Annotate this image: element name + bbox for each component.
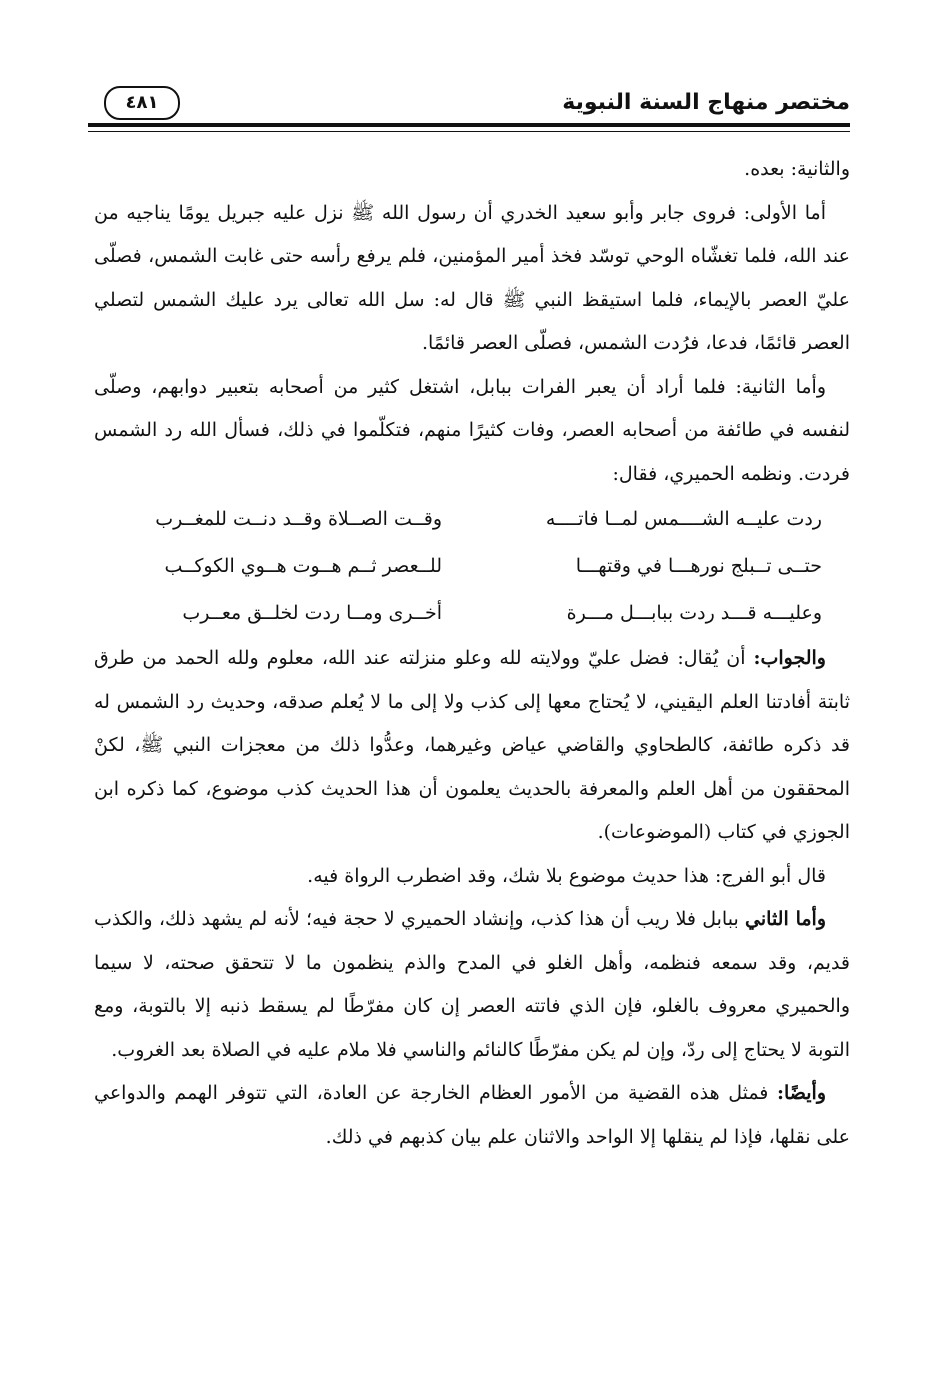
header-rule-thin — [88, 131, 850, 132]
paragraph-text: قال أبو الفرج: هذا حديث موضوع بلا شك، وقد اضطرب الرواة فيه. — [307, 864, 826, 887]
poem — [94, 496, 850, 637]
paragraph-text: والثانية: بعده. — [744, 158, 850, 180]
verse-second-hemistich: أخــرى ومــا ردت لخلــق معــرب — [182, 602, 442, 624]
paragraph-lead: وأما الثاني — [745, 908, 827, 930]
page-number-badge: ٤٨١ — [104, 86, 180, 120]
verse-second-hemistich: وقــت الصــلاة وقــد دنــت للمغــرب — [155, 508, 442, 530]
verse-second-hemistich: للــعصر ثــم هــوت هــوي الكوكــب — [164, 555, 442, 577]
paragraph — [94, 192, 850, 366]
paragraph-text: أما الأولى: فروى جابر وأبو سعيد الخدري أن رسول الله ﷺ نزل عليه جبريل يومًا يناجيه من عند الله، فلما تغشّاه الوحي توسّد فخذ أمير المؤمنين، فلم يرفع رأسه حتى غابت الشمس، فصلّى عليّ العصر بالإيماء، فلما استيقظ النبي ﷺ قال له: سل الله تعالى يرد عليك الشمس لتصلي العصر قائمًا، فدعا، فرُدت الشمس، فصلّى العصر قائمًا. — [94, 201, 850, 354]
body-text — [94, 148, 850, 1159]
paragraph-text: فمثل هذه القضية من الأمور العظام الخارجة عن العادة، التي تتوفر الهمم والدواعي على نقلها، فإذا لم ينقلها إلا الواحد والاثنان علم بيان كذبهم في ذلك. — [94, 1082, 850, 1148]
verse-first-hemistich: ردت عليــه الشــــمس لمــا فاتــــه — [545, 508, 822, 530]
verse-first-hemistich: حتــى تــبلج نورهـــا في وقتهـــا — [575, 555, 822, 577]
poem-verse — [94, 590, 850, 637]
paragraph-lead: والجواب: — [753, 647, 826, 669]
paragraph-text: أن يُقال: فضل عليّ وولايته لله وعلو منزلته عند الله، معلوم ولله الحمد من طرق ثابتة أفادتنا العلم اليقيني، لا يُحتاج معها إلى كذب ولا إلى ما لا يُعلم صدقه، وحديث رد الشمس له قد ذكره طائفة، كالطحاوي والقاضي عياض وغيرهما، وعدُّوا ذلك من معجزات النبي ﷺ، لكنْ المحققون من أهل العلم والمعرفة بالحديث يعلمون أن هذا الحديث كذب موضوع، كما ذكره ابن الجوزي في كتاب (الموضوعات). — [94, 647, 850, 843]
poem-verse — [94, 496, 850, 543]
poem-verse — [94, 543, 850, 590]
paragraph — [94, 898, 850, 1072]
header-rule-thick — [88, 123, 850, 127]
paragraph — [94, 148, 850, 192]
verse-first-hemistich: وعليـــه قـــد ردت ببابـــل مـــرة — [566, 602, 822, 624]
paragraph-text: ببابل فلا ريب أن هذا كذب، وإنشاد الحميري لا حجة فيه؛ لأنه لم يشهد ذلك، والكذب قديم، وقد سمعه فنظمه، وأهل الغلو في المدح والذم ينظمون ما لا تتحقق صحته، لا سيما والحميري معروف بالغلو، فإن الذي فاتته العصر إن كان مفرّطًا لم يسقط ذنبه إلا بالتوبة، ومع التوبة لا يحتاج إلى ردّ، وإن لم يكن مفرّطًا كالنائم والناسي فلا ملام عليه في الصلاة بعد الغروب. — [94, 908, 850, 1061]
paragraph — [94, 637, 850, 855]
paragraph — [94, 366, 850, 497]
paragraph-lead: وأيضًا: — [776, 1082, 826, 1104]
paragraph — [94, 1072, 850, 1159]
running-header-title: مختصر منهاج السنة النبوية — [562, 90, 850, 115]
paragraph-text: وأما الثانية: فلما أراد أن يعبر الفرات ببابل، اشتغل كثير من أصحابه بتعبير دوابهم، وصلّى لنفسه في طائفة من أصحابه العصر، وفات كثيرًا منهم، فتكلّموا في ذلك، فسأل الله رد الشمس فردت. ونظمه الحميري، فقال: — [94, 375, 850, 485]
paragraph — [94, 855, 850, 899]
